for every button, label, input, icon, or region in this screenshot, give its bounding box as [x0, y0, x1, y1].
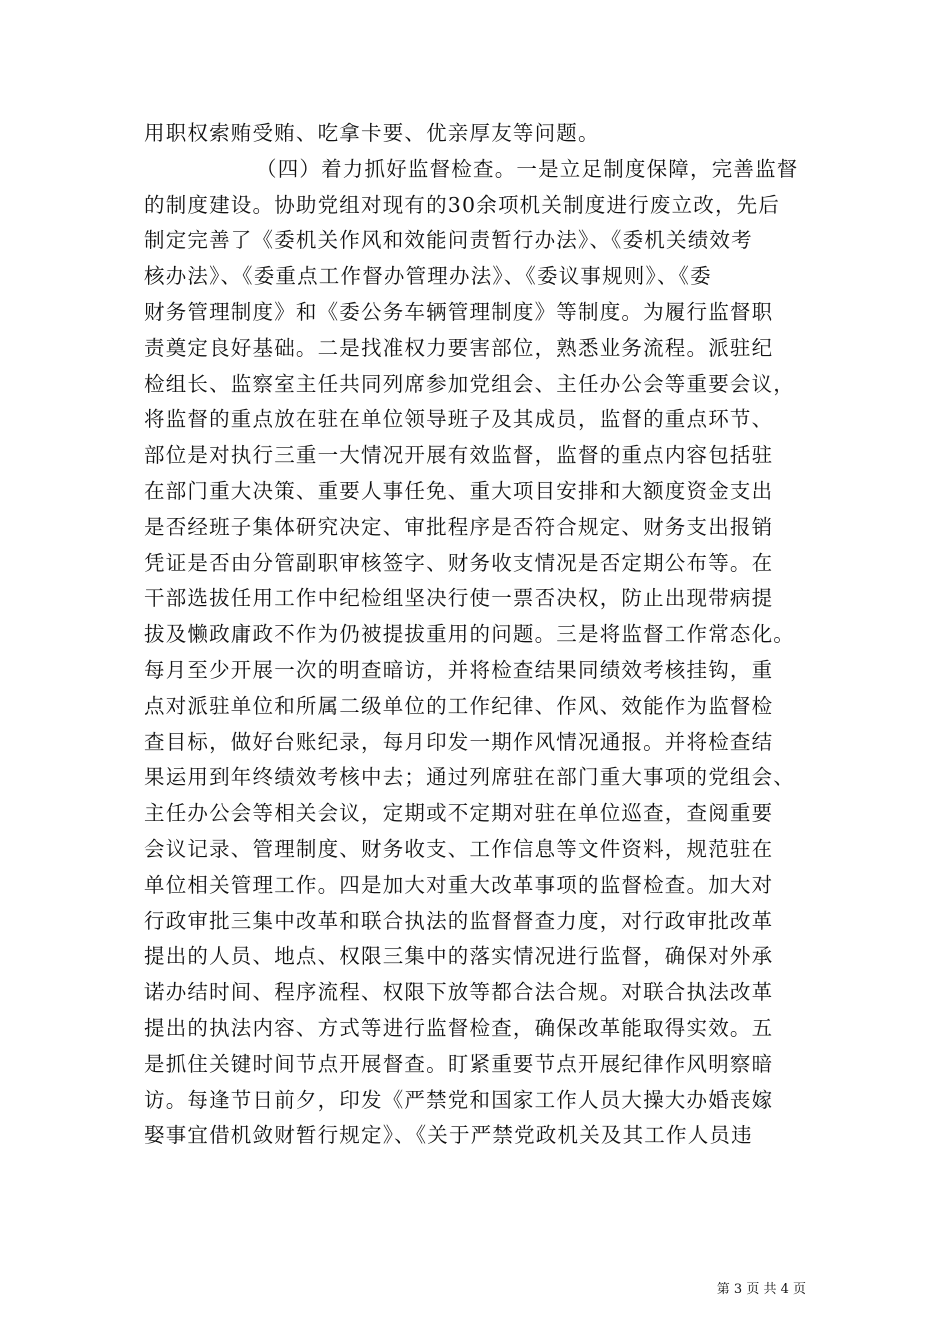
text-line: 提出的人员、地点、权限三集中的落实情况进行监督，确保对外承 — [144, 944, 774, 969]
text-line: 的制度建设。协助党组对现有的30余项机关制度进行废立改，先后 — [144, 192, 781, 217]
text-line: 诺办结时间、程序流程、权限下放等都合法合规。对联合执法改革 — [144, 980, 774, 1005]
text-line: 部位是对执行三重一大情况开展有效监督，监督的重点内容包括驻 — [144, 443, 774, 468]
text-line: 是否经班子集体研究决定、审批程序是否符合规定、财务支出报销 — [144, 514, 774, 539]
text-line: 制定完善了《委机关作风和效能问责暂行办法》、《委机关绩效考 — [144, 228, 753, 253]
text-line: 访。每逢节日前夕，印发《严禁党和国家工作人员大操大办婚丧嫁 — [144, 1087, 774, 1112]
page-number-footer: 第 3 页 共 4 页 — [716, 1282, 806, 1297]
text-line: 果运用到年终绩效考核中去；通过列席驻在部门重大事项的党组会、 — [144, 765, 795, 790]
text-line: 行政审批三集中改革和联合执法的监督督查力度，对行政审批改革 — [144, 908, 774, 933]
text-line: 干部选拔任用工作中纪检组坚决行使一票否决权，防止出现带病提 — [144, 586, 774, 611]
text-line: 核办法》、《委重点工作督办管理办法》、《委议事规则》、《委 — [144, 264, 712, 289]
text-line: 责奠定良好基础。二是找准权力要害部位，熟悉业务流程。派驻纪 — [144, 335, 774, 360]
text-line: 将监督的重点放在驻在单位领导班子及其成员，监督的重点环节、 — [144, 407, 774, 432]
text-line: 查目标，做好台账纪录，每月印发一期作风情况通报。并将检查结 — [144, 729, 774, 754]
text-line: 单位相关管理工作。四是加大对重大改革事项的监督检查。加大对 — [144, 872, 774, 897]
text-line: 主任办公会等相关会议，定期或不定期对驻在单位巡查，查阅重要 — [144, 801, 774, 826]
text-line: 是抓住关键时间节点开展督查。盯紧重要节点开展纪律作风明察暗 — [144, 1051, 774, 1076]
text-line: 会议记录、管理制度、财务收支、工作信息等文件资料，规范驻在 — [144, 836, 774, 861]
text-line: 拔及懒政庸政不作为仍被提拔重用的问题。三是将监督工作常态化。 — [144, 622, 795, 647]
text-line: 提出的执法内容、方式等进行监督检查，确保改革能取得实效。五 — [144, 1015, 774, 1040]
body-text — [144, 116, 812, 1154]
text-line: 检组长、监察室主任共同列席参加党组会、主任办公会等重要会议， — [144, 371, 795, 396]
text-line: 凭证是否由分管副职审核签字、财务收支情况是否定期公布等。在 — [144, 550, 774, 575]
text-line: 每月至少开展一次的明查暗访，并将检查结果同绩效考核挂钩，重 — [144, 657, 774, 682]
text-line: 财务管理制度》和《委公务车辆管理制度》等制度。为履行监督职 — [144, 299, 774, 324]
section-heading-line: （四）着力抓好监督检查。一是立足制度保障，完善监督 — [256, 156, 799, 181]
text-line: 娶事宜借机敛财暂行规定》、《关于严禁党政机关及其工作人员违 — [144, 1123, 753, 1148]
text-line: 用职权索贿受贿、吃拿卡要、优亲厚友等问题。 — [144, 121, 600, 145]
text-line: 在部门重大决策、重要人事任免、重大项目安排和大额度资金支出 — [144, 478, 774, 503]
text-line: 点对派驻单位和所属二级单位的工作纪律、作风、效能作为监督检 — [144, 693, 774, 718]
